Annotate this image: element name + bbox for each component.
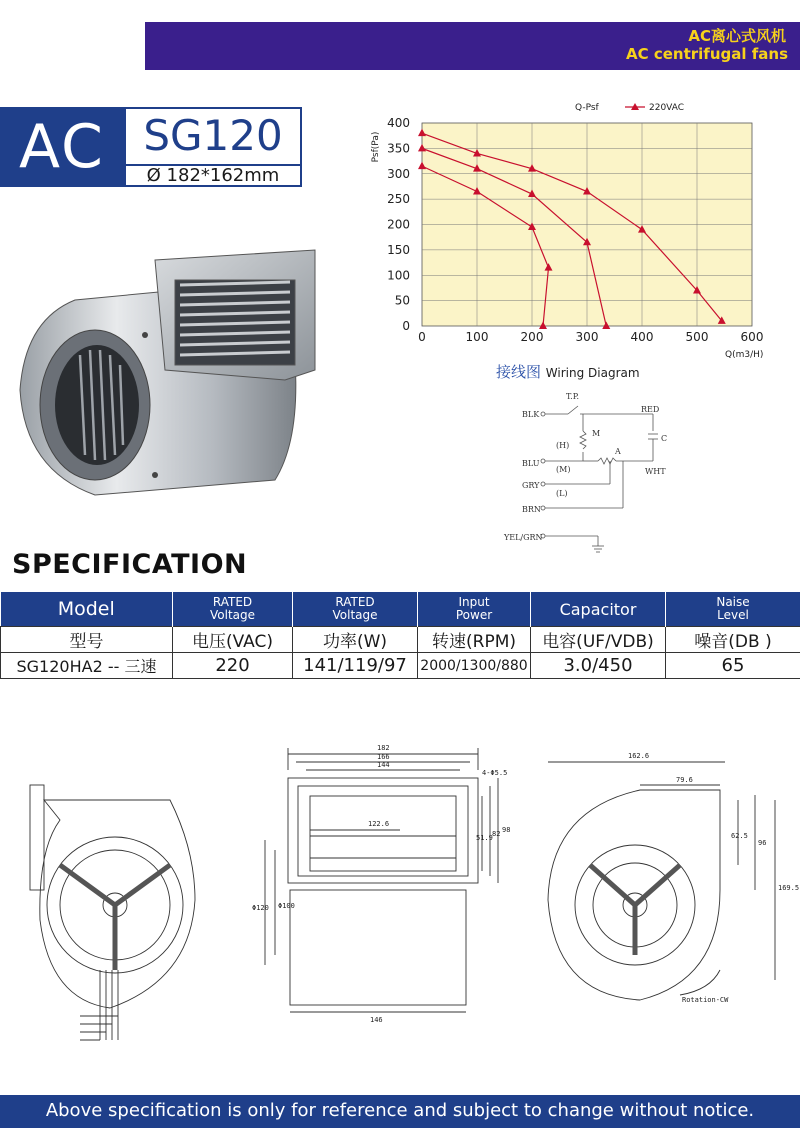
header-banner (145, 22, 800, 70)
dim-98: 98 (502, 826, 511, 834)
model-dimension: Ø 182*162mm (146, 165, 280, 186)
chart-xtick-label: 600 (740, 330, 764, 344)
dim-162-6: 162.6 (628, 752, 650, 760)
wiring-label-red: RED (641, 405, 660, 414)
wiring-title (496, 361, 640, 382)
dim-82: 82 (492, 830, 501, 838)
wiring-label-h: (H) (556, 441, 570, 450)
drawing-side-view (548, 762, 775, 1000)
table-cell: 功率(W) (293, 627, 418, 653)
table-cell: 220 (173, 653, 293, 679)
dim-144: 144 (377, 761, 390, 769)
dim-hole: 4-Φ5.5 (482, 769, 508, 777)
dim-phi120: Φ120 (252, 904, 269, 912)
spec-header-model: Model (1, 592, 173, 627)
drawing-left-view (30, 785, 195, 1040)
spec-header-power: RATED Voltage (293, 592, 418, 627)
spec-header-row (1, 592, 800, 627)
spec-value-row (1, 653, 800, 679)
table-cell: 2000/1300/880 (418, 653, 531, 679)
wiring-label-gry: GRY (522, 481, 540, 490)
wiring-label-tp: T.P. (566, 392, 580, 401)
chart-xlabel: Q(m3/H) (725, 350, 764, 360)
chart-xtick-label: 400 (630, 330, 654, 344)
dim-rotation: Rotation-CW (682, 996, 729, 1004)
table-cell: 电容(UF/VDB) (531, 627, 666, 653)
dim-96: 96 (758, 839, 767, 847)
dim-182: 182 (377, 744, 390, 752)
table-cell: 噪音(DB ) (666, 627, 800, 653)
chart-xtick-label: 500 (685, 330, 709, 344)
dim-166: 166 (377, 753, 390, 761)
table-cell: 65 (666, 653, 800, 679)
spec-header-voltage: RATED Voltage (173, 592, 293, 627)
wiring-label-c: C (661, 434, 668, 443)
wiring-diagram (498, 386, 678, 561)
spec-header-capacitor: Capacitor (531, 592, 666, 627)
chart-ytick-label: 100 (387, 268, 410, 283)
fan-product-image (15, 240, 325, 510)
wiring-title-en: Wiring Diagram (545, 366, 640, 380)
wiring-label-yelgrn: YEL/GRN (504, 533, 543, 542)
dim-51-9: 51.9 (476, 834, 493, 842)
chart-ytick-label: 400 (387, 116, 410, 130)
dim-169-5: 169.5 (778, 884, 800, 892)
table-cell: 电压(VAC) (173, 627, 293, 653)
header-title-en: AC centrifugal fans (626, 45, 788, 63)
drawing-front-view (265, 748, 501, 1012)
dim-146: 146 (370, 1016, 383, 1024)
wiring-label-l: (L) (556, 489, 568, 498)
table-cell: SG120HA2 -- 三速 (1, 653, 173, 679)
spec-header-input: Input Power (418, 592, 531, 627)
spec-header-noise: Naise Level (666, 592, 800, 627)
spec-title: SPECIFICATION (12, 549, 248, 580)
chart-ytick-label: 200 (387, 217, 410, 232)
wiring-label-m-coil: M (592, 429, 601, 438)
wiring-label-wht: WHT (645, 467, 666, 476)
wiring-label-brn: BRN (522, 505, 541, 514)
chart-ytick-label: 50 (394, 293, 410, 308)
chart-xtick-label: 100 (465, 330, 489, 344)
table-cell: 3.0/450 (531, 653, 666, 679)
header-title-cn: AC离心式风机 (688, 27, 786, 45)
table-cell: 141/119/97 (293, 653, 418, 679)
chart-ytick-label: 0 (402, 319, 410, 333)
spec-table (0, 592, 800, 679)
chart-ytick-label: 350 (387, 141, 410, 156)
chart-xtick-label: 200 (520, 330, 544, 344)
chart-xtick-label: 0 (418, 330, 426, 344)
dim-62-5: 62.5 (731, 832, 748, 840)
model-type-badge: AC (0, 107, 124, 187)
wiring-title-cn: 接线图 (496, 363, 542, 381)
spec-cn-row (1, 627, 800, 653)
chart-xtick-label: 300 (575, 330, 599, 344)
chart-ylabel: Psf(Pa) (371, 131, 381, 163)
technical-drawings (20, 740, 800, 1085)
wiring-label-blu: BLU (522, 459, 540, 468)
table-cell: 转速(RPM) (418, 627, 531, 653)
chart-ytick-label: 300 (387, 166, 410, 181)
dim-phi100: Φ100 (278, 902, 295, 910)
chart-legend (625, 103, 684, 113)
performance-chart (360, 92, 780, 367)
model-name: SG120 (143, 111, 283, 160)
wiring-label-blk: BLK (522, 410, 540, 419)
wiring-label-a: A (615, 447, 621, 456)
dim-122-6: 122.6 (368, 820, 390, 828)
chart-ytick-label: 150 (387, 242, 410, 257)
dim-79-6: 79.6 (676, 776, 693, 784)
chart-ytick-label: 250 (387, 192, 410, 207)
model-box (124, 107, 302, 187)
chart-legend-label: 220VAC (649, 103, 685, 113)
wiring-label-m: (M) (556, 465, 571, 474)
table-cell: 型号 (1, 627, 173, 653)
footer-notice: Above specification is only for reference and subject to change without notice. (0, 1095, 800, 1128)
chart-title: Q-Psf (575, 103, 599, 113)
